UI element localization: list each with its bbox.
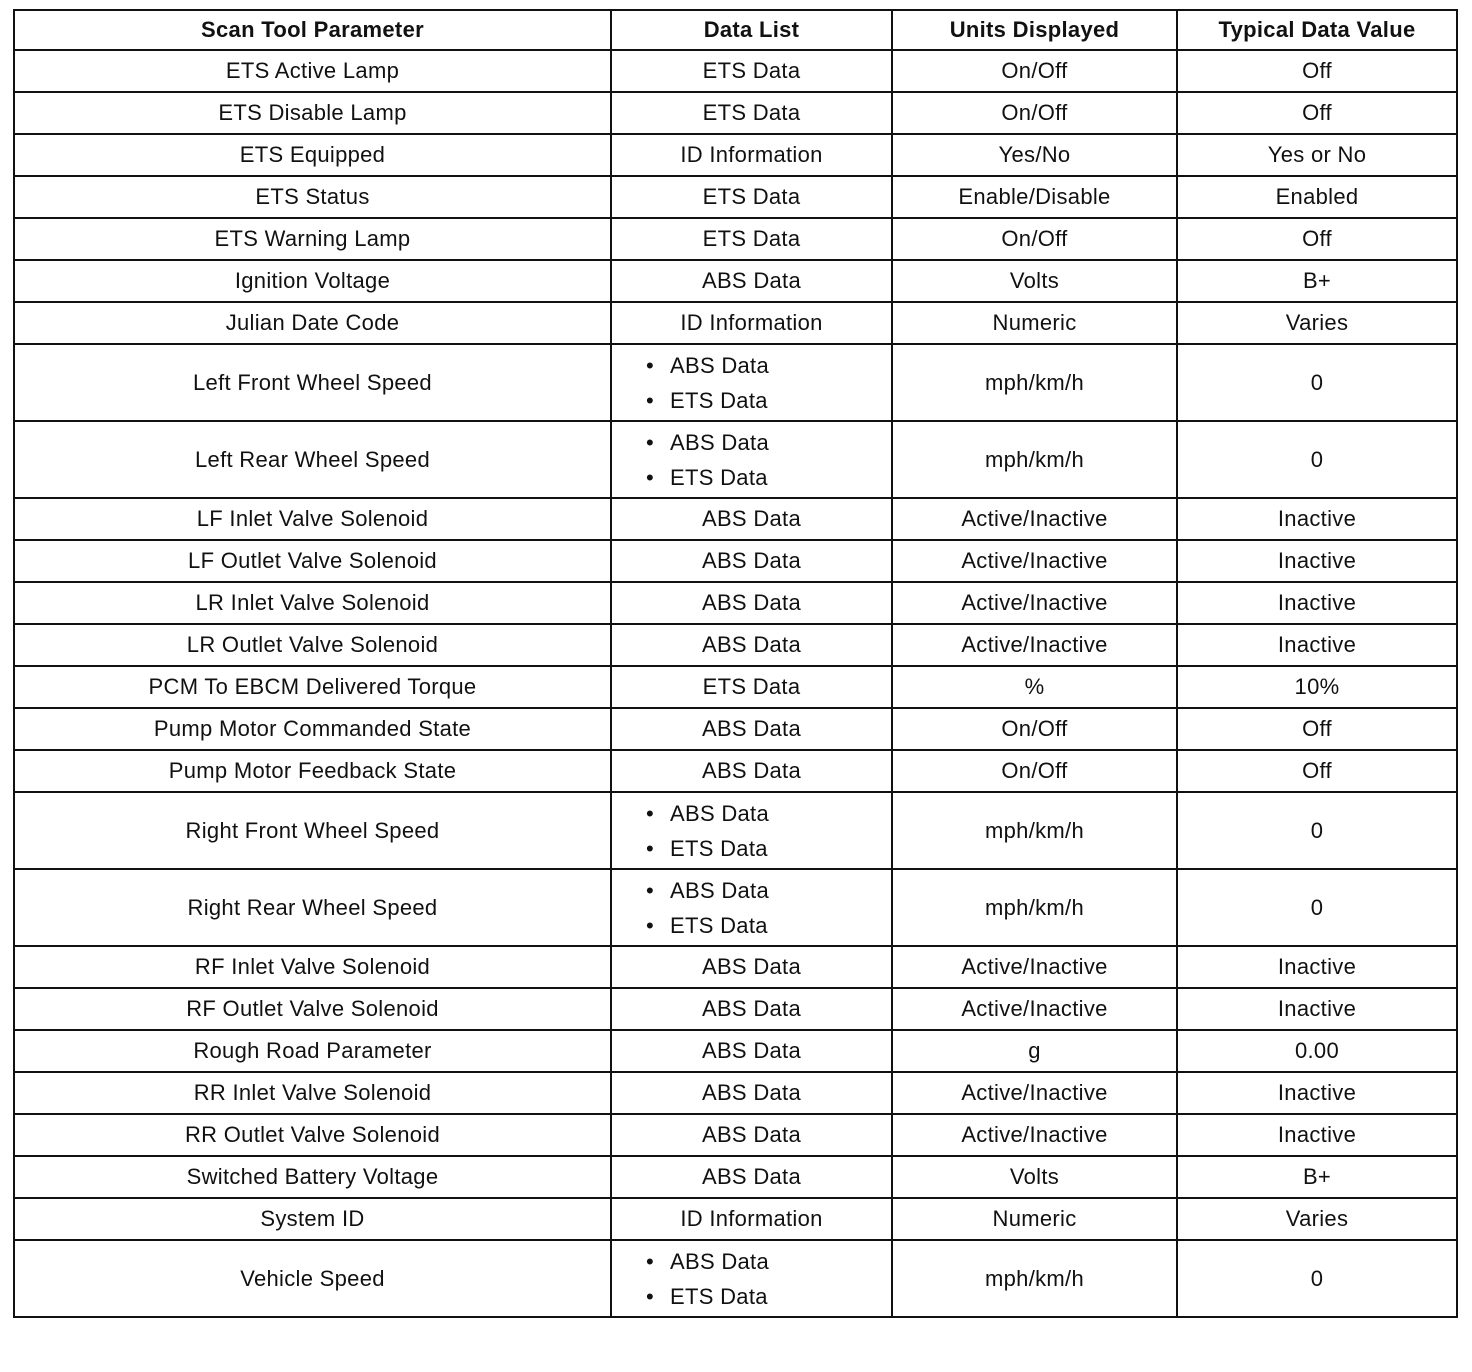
data-list-bullets <box>612 796 891 866</box>
header-units-displayed: Units Displayed <box>892 10 1177 50</box>
cell-data-list: ETS Data <box>611 176 892 218</box>
cell-parameter: RF Outlet Valve Solenoid <box>14 988 611 1030</box>
table-row <box>14 260 1457 302</box>
cell-typical-value: Yes or No <box>1177 134 1457 176</box>
cell-data-list <box>611 869 892 946</box>
cell-units: On/Off <box>892 750 1177 792</box>
cell-units: Active/Inactive <box>892 582 1177 624</box>
table-row <box>14 218 1457 260</box>
cell-parameter: Pump Motor Feedback State <box>14 750 611 792</box>
scan-tool-data-table <box>13 9 1458 1318</box>
cell-parameter: Left Front Wheel Speed <box>14 344 611 421</box>
table-body <box>14 50 1457 1317</box>
cell-units: Active/Inactive <box>892 1114 1177 1156</box>
table-row <box>14 946 1457 988</box>
cell-units: mph/km/h <box>892 421 1177 498</box>
table-row <box>14 344 1457 421</box>
cell-data-list: ABS Data <box>611 1156 892 1198</box>
data-list-bullets <box>612 348 891 418</box>
table-row <box>14 1114 1457 1156</box>
cell-typical-value: Inactive <box>1177 582 1457 624</box>
cell-data-list: ABS Data <box>611 260 892 302</box>
table-row <box>14 708 1457 750</box>
cell-units: On/Off <box>892 50 1177 92</box>
cell-data-list <box>611 344 892 421</box>
cell-typical-value: Off <box>1177 92 1457 134</box>
cell-parameter: Rough Road Parameter <box>14 1030 611 1072</box>
data-list-bullet-item: • ETS Data <box>646 908 891 943</box>
cell-parameter: LR Inlet Valve Solenoid <box>14 582 611 624</box>
cell-units: g <box>892 1030 1177 1072</box>
table-row <box>14 498 1457 540</box>
cell-units: mph/km/h <box>892 869 1177 946</box>
header-scan-tool-parameter: Scan Tool Parameter <box>14 10 611 50</box>
data-list-bullet-item: • ABS Data <box>646 348 891 383</box>
cell-typical-value: Inactive <box>1177 498 1457 540</box>
cell-parameter: LF Inlet Valve Solenoid <box>14 498 611 540</box>
cell-units: mph/km/h <box>892 1240 1177 1317</box>
cell-parameter: ETS Active Lamp <box>14 50 611 92</box>
data-list-bullet-item: • ETS Data <box>646 460 891 495</box>
cell-parameter: Switched Battery Voltage <box>14 1156 611 1198</box>
cell-data-list: ABS Data <box>611 540 892 582</box>
cell-units: mph/km/h <box>892 792 1177 869</box>
cell-typical-value: 0 <box>1177 1240 1457 1317</box>
cell-data-list: ABS Data <box>611 750 892 792</box>
cell-parameter: PCM To EBCM Delivered Torque <box>14 666 611 708</box>
table-row <box>14 1198 1457 1240</box>
cell-data-list: ABS Data <box>611 988 892 1030</box>
table-row <box>14 582 1457 624</box>
cell-data-list: ABS Data <box>611 624 892 666</box>
cell-typical-value: B+ <box>1177 1156 1457 1198</box>
cell-parameter: System ID <box>14 1198 611 1240</box>
cell-parameter: Pump Motor Commanded State <box>14 708 611 750</box>
cell-typical-value: Inactive <box>1177 988 1457 1030</box>
table-header <box>14 10 1457 50</box>
cell-typical-value: Off <box>1177 50 1457 92</box>
cell-data-list: ABS Data <box>611 1114 892 1156</box>
header-row <box>14 10 1457 50</box>
cell-units: Active/Inactive <box>892 540 1177 582</box>
data-list-bullet-item: • ETS Data <box>646 383 891 418</box>
cell-typical-value: Inactive <box>1177 624 1457 666</box>
cell-parameter: RR Inlet Valve Solenoid <box>14 1072 611 1114</box>
data-list-bullet-item: • ETS Data <box>646 831 891 866</box>
data-list-bullets <box>612 1244 891 1314</box>
cell-typical-value: 0 <box>1177 421 1457 498</box>
cell-data-list: ABS Data <box>611 498 892 540</box>
cell-parameter: Julian Date Code <box>14 302 611 344</box>
cell-data-list: ABS Data <box>611 1030 892 1072</box>
cell-units: Active/Inactive <box>892 624 1177 666</box>
table-row <box>14 988 1457 1030</box>
cell-units: On/Off <box>892 218 1177 260</box>
scan-tool-data-table-container <box>13 9 1456 1318</box>
cell-parameter: RF Inlet Valve Solenoid <box>14 946 611 988</box>
cell-parameter: Ignition Voltage <box>14 260 611 302</box>
cell-units: Active/Inactive <box>892 988 1177 1030</box>
table-row <box>14 176 1457 218</box>
cell-data-list: ID Information <box>611 134 892 176</box>
cell-parameter: Right Rear Wheel Speed <box>14 869 611 946</box>
cell-data-list: ID Information <box>611 302 892 344</box>
cell-parameter: Left Rear Wheel Speed <box>14 421 611 498</box>
cell-data-list: ID Information <box>611 1198 892 1240</box>
cell-units: Active/Inactive <box>892 498 1177 540</box>
cell-units: Active/Inactive <box>892 1072 1177 1114</box>
cell-units: On/Off <box>892 708 1177 750</box>
cell-data-list: ABS Data <box>611 946 892 988</box>
cell-units: Yes/No <box>892 134 1177 176</box>
cell-units: Active/Inactive <box>892 946 1177 988</box>
cell-data-list: ETS Data <box>611 50 892 92</box>
table-row <box>14 540 1457 582</box>
data-list-bullet-item: • ABS Data <box>646 796 891 831</box>
table-row <box>14 1240 1457 1317</box>
table-row <box>14 92 1457 134</box>
cell-units: Volts <box>892 1156 1177 1198</box>
cell-units: Volts <box>892 260 1177 302</box>
table-row <box>14 50 1457 92</box>
table-row <box>14 302 1457 344</box>
cell-parameter: ETS Status <box>14 176 611 218</box>
cell-parameter: ETS Warning Lamp <box>14 218 611 260</box>
cell-parameter: Vehicle Speed <box>14 1240 611 1317</box>
cell-data-list: ABS Data <box>611 708 892 750</box>
cell-parameter: ETS Equipped <box>14 134 611 176</box>
cell-typical-value: 0.00 <box>1177 1030 1457 1072</box>
cell-typical-value: Off <box>1177 708 1457 750</box>
cell-typical-value: B+ <box>1177 260 1457 302</box>
table-row <box>14 750 1457 792</box>
table-row <box>14 624 1457 666</box>
cell-typical-value: Varies <box>1177 1198 1457 1240</box>
cell-typical-value: Inactive <box>1177 1114 1457 1156</box>
cell-units: % <box>892 666 1177 708</box>
table-row <box>14 1156 1457 1198</box>
cell-data-list <box>611 421 892 498</box>
cell-data-list <box>611 792 892 869</box>
table-row <box>14 1030 1457 1072</box>
cell-units: mph/km/h <box>892 344 1177 421</box>
cell-typical-value: Off <box>1177 218 1457 260</box>
table-row <box>14 421 1457 498</box>
cell-parameter: ETS Disable Lamp <box>14 92 611 134</box>
table-row <box>14 134 1457 176</box>
cell-parameter: Right Front Wheel Speed <box>14 792 611 869</box>
cell-typical-value: Inactive <box>1177 1072 1457 1114</box>
data-list-bullet-item: • ETS Data <box>646 1279 891 1314</box>
cell-typical-value: Enabled <box>1177 176 1457 218</box>
cell-units: Numeric <box>892 302 1177 344</box>
table-row <box>14 792 1457 869</box>
cell-data-list: ABS Data <box>611 582 892 624</box>
cell-data-list <box>611 1240 892 1317</box>
cell-parameter: LF Outlet Valve Solenoid <box>14 540 611 582</box>
cell-units: Enable/Disable <box>892 176 1177 218</box>
cell-units: On/Off <box>892 92 1177 134</box>
data-list-bullet-item: • ABS Data <box>646 873 891 908</box>
cell-data-list: ETS Data <box>611 92 892 134</box>
cell-parameter: RR Outlet Valve Solenoid <box>14 1114 611 1156</box>
header-typical-data-value: Typical Data Value <box>1177 10 1457 50</box>
table-row <box>14 666 1457 708</box>
cell-typical-value: 0 <box>1177 792 1457 869</box>
cell-typical-value: Varies <box>1177 302 1457 344</box>
data-list-bullets <box>612 873 891 943</box>
header-data-list: Data List <box>611 10 892 50</box>
cell-typical-value: 0 <box>1177 344 1457 421</box>
table-row <box>14 869 1457 946</box>
cell-data-list: ABS Data <box>611 1072 892 1114</box>
data-list-bullet-item: • ABS Data <box>646 1244 891 1279</box>
data-list-bullet-item: • ABS Data <box>646 425 891 460</box>
cell-typical-value: 10% <box>1177 666 1457 708</box>
table-row <box>14 1072 1457 1114</box>
cell-units: Numeric <box>892 1198 1177 1240</box>
cell-typical-value: Off <box>1177 750 1457 792</box>
cell-typical-value: Inactive <box>1177 540 1457 582</box>
cell-parameter: LR Outlet Valve Solenoid <box>14 624 611 666</box>
data-list-bullets <box>612 425 891 495</box>
cell-typical-value: Inactive <box>1177 946 1457 988</box>
cell-data-list: ETS Data <box>611 666 892 708</box>
cell-data-list: ETS Data <box>611 218 892 260</box>
cell-typical-value: 0 <box>1177 869 1457 946</box>
